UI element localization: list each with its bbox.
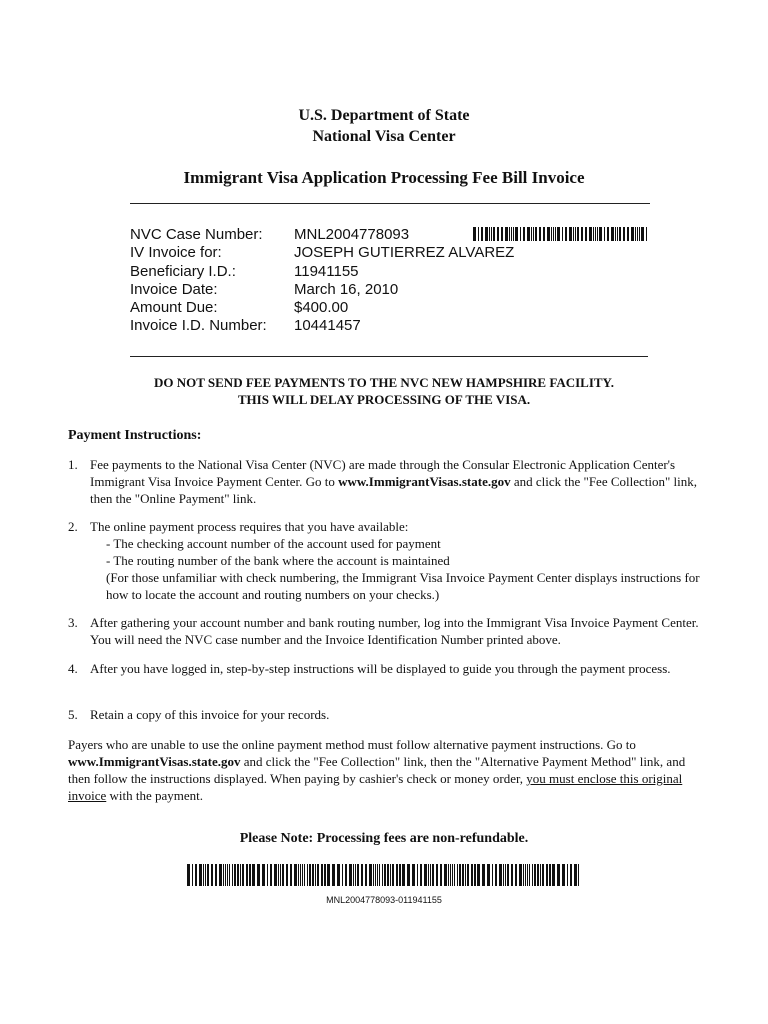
barcode-bar bbox=[440, 864, 442, 886]
invoice-barcode bbox=[187, 864, 581, 886]
warning-line-2: THIS WILL DELAY PROCESSING OF THE VISA. bbox=[237, 392, 531, 407]
barcode-bar bbox=[511, 227, 512, 241]
case-number-row bbox=[130, 226, 514, 244]
requirement-account-number: - The checking account number of the account used for payment bbox=[106, 536, 441, 551]
amount-due-row bbox=[130, 299, 514, 317]
barcode-bar bbox=[511, 864, 513, 886]
barcode-bar bbox=[478, 227, 479, 241]
barcode-bar bbox=[302, 864, 303, 886]
barcode-bar bbox=[474, 864, 476, 886]
barcode-bar bbox=[552, 864, 555, 886]
barcode-bar bbox=[452, 864, 453, 886]
barcode-bar bbox=[192, 864, 193, 886]
barcode-bar bbox=[465, 864, 466, 886]
website-link[interactable]: www.ImmigrantVisas.state.gov bbox=[338, 474, 511, 489]
barcode-bar bbox=[298, 864, 299, 886]
barcode-bar bbox=[562, 864, 565, 886]
barcode-bar bbox=[307, 864, 308, 886]
barcode-bar bbox=[604, 227, 605, 241]
barcode-bar bbox=[615, 227, 616, 241]
barcode-bar bbox=[491, 227, 492, 241]
barcode-bar bbox=[365, 864, 367, 886]
barcode-bar bbox=[471, 864, 473, 886]
document-title: Immigrant Visa Application Processing Fee Bill Invoice bbox=[183, 168, 585, 187]
barcode-bar bbox=[577, 227, 579, 241]
barcode-bar bbox=[392, 864, 394, 886]
barcode-bar bbox=[485, 227, 488, 241]
barcode-bar bbox=[187, 864, 190, 886]
barcode-bar bbox=[641, 227, 644, 241]
barcode-bar bbox=[459, 864, 461, 886]
invoice-details bbox=[130, 226, 514, 336]
barcode-bar bbox=[501, 227, 503, 241]
iv-invoice-row bbox=[130, 244, 514, 262]
barcode-bar bbox=[412, 864, 415, 886]
barcode-bar bbox=[639, 227, 640, 241]
barcode-bar bbox=[578, 864, 579, 886]
barcode-bar bbox=[436, 864, 438, 886]
center-heading: National Visa Center bbox=[312, 128, 456, 145]
barcode-bar bbox=[481, 227, 483, 241]
barcode-bar bbox=[225, 864, 226, 886]
barcode-bar bbox=[432, 864, 434, 886]
barcode-bar bbox=[424, 864, 427, 886]
barcode-bar bbox=[515, 227, 518, 241]
barcode-bar bbox=[332, 864, 335, 886]
top-divider bbox=[130, 203, 650, 204]
barcode-bar bbox=[497, 227, 499, 241]
barcode-bar bbox=[280, 864, 281, 886]
barcode-bar bbox=[627, 227, 629, 241]
barcode-bar bbox=[317, 864, 319, 886]
barcode-bar bbox=[399, 864, 401, 886]
barcode-bar bbox=[493, 227, 495, 241]
barcode-bar bbox=[467, 864, 469, 886]
beneficiary-row bbox=[130, 263, 514, 281]
barcode-bar bbox=[519, 864, 522, 886]
iv-invoice-label: IV Invoice for: bbox=[130, 244, 222, 262]
barcode-bar bbox=[611, 227, 614, 241]
barcode-bar bbox=[619, 227, 621, 241]
barcode-bar bbox=[570, 864, 572, 886]
barcode-bar bbox=[589, 227, 592, 241]
barcode-bar bbox=[361, 864, 363, 886]
barcode-bar bbox=[457, 864, 458, 886]
barcode-bar bbox=[240, 864, 241, 886]
amount-due-label: Amount Due: bbox=[130, 299, 218, 317]
case-number-label: NVC Case Number: bbox=[130, 226, 263, 243]
beneficiary-label: Beneficiary I.D.: bbox=[130, 262, 236, 280]
barcode-bar bbox=[375, 864, 376, 886]
barcode-bar bbox=[573, 227, 574, 241]
barcode-bar bbox=[547, 227, 550, 241]
instruction-text: After gathering your account number and bank routing number, log into the Immigrant Visa Invoice Payment Center. You will need the NVC case number and the Invoice Identification Number printed above. bbox=[90, 615, 699, 647]
barcode-bar bbox=[444, 864, 447, 886]
case-number-value: MNL2004778093 bbox=[294, 226, 410, 243]
barcode-bar bbox=[321, 864, 323, 886]
barcode-bar bbox=[637, 227, 638, 241]
barcode-bar bbox=[597, 227, 598, 241]
barcode-bar bbox=[396, 864, 398, 886]
barcode-bar bbox=[357, 864, 359, 886]
barcode-bar bbox=[286, 864, 288, 886]
barcode-bar bbox=[227, 864, 228, 886]
barcode-bar bbox=[539, 227, 541, 241]
instruction-text: The online payment process requires that you have available: - The checking account number of the account used for payment - The routing number of the bank where the account is maintained (For those unfamiliar with check numbering, the Immigrant Visa Invoice Payment Center displays instructions for how to locate the account and routing numbers on your checks.) bbox=[90, 518, 710, 603]
barcode-bar bbox=[242, 864, 244, 886]
barcode-bar bbox=[540, 864, 541, 886]
barcode-bar bbox=[205, 864, 206, 886]
instruction-text: After you have logged in, step-by-step instructions will be displayed to guide you through the payment process. bbox=[90, 661, 671, 676]
barcode-bar bbox=[555, 227, 556, 241]
barcode-bar bbox=[533, 227, 534, 241]
barcode-bar bbox=[542, 864, 544, 886]
barcode-bar bbox=[520, 227, 521, 241]
barcode-bar bbox=[390, 864, 391, 886]
barcode-bar bbox=[534, 864, 536, 886]
barcode-bar bbox=[249, 864, 251, 886]
requirement-note: (For those unfamiliar with check numbering, the Immigrant Visa Invoice Payment Center displays instructions for how to locate the account and routing numbers on your checks.) bbox=[106, 570, 700, 602]
barcode-bar bbox=[387, 864, 389, 886]
barcode-bar bbox=[646, 227, 647, 241]
barcode-bar bbox=[373, 864, 374, 886]
barcode-bar bbox=[495, 864, 497, 886]
barcode-bar bbox=[509, 227, 510, 241]
barcode-bar bbox=[384, 864, 386, 886]
non-refundable-note: Please Note: Processing fees are non-refundable. bbox=[239, 831, 529, 846]
barcode-bar bbox=[294, 864, 297, 886]
barcode-bar bbox=[304, 864, 305, 886]
barcode-bar bbox=[635, 227, 636, 241]
barcode-bar bbox=[278, 864, 279, 886]
barcode-bar bbox=[232, 864, 233, 886]
warning-line-1: DO NOT SEND FEE PAYMENTS TO THE NVC NEW HAMPSHIRE FACILITY. bbox=[153, 375, 615, 390]
barcode-bar bbox=[607, 227, 609, 241]
alternative-payment-paragraph: Payers who are unable to use the online payment method must follow alternative payment instructions. Go to www.ImmigrantVisas.state.gov and click the "Fee Collection" link, then the "Alternative Payment Method" link, and then follow the instructions displayed. When paying by cashier's check or money order, you must enclose this original invoice with the payment. bbox=[68, 737, 686, 803]
instruction-number: 3. bbox=[68, 615, 78, 630]
barcode-bar bbox=[567, 864, 568, 886]
instruction-text: Retain a copy of this invoice for your records. bbox=[90, 707, 330, 722]
invoice-date-label: Invoice Date: bbox=[130, 280, 218, 298]
barcode-bar bbox=[195, 864, 197, 886]
barcode-bar bbox=[246, 864, 248, 886]
barcode-bar bbox=[569, 227, 572, 241]
invoice-id-label: Invoice I.D. Number: bbox=[130, 317, 267, 335]
barcode-bar bbox=[565, 227, 567, 241]
barcode-bar bbox=[355, 864, 356, 886]
instruction-number: 4. bbox=[68, 661, 78, 676]
barcode-bar bbox=[407, 864, 410, 886]
barcode-bar bbox=[531, 227, 532, 241]
barcode-bar bbox=[562, 227, 563, 241]
barcode-bar bbox=[489, 227, 490, 241]
barcode-bar bbox=[532, 864, 533, 886]
barcode-bar bbox=[282, 864, 284, 886]
barcode-bar bbox=[252, 864, 255, 886]
barcode-bar bbox=[382, 864, 383, 886]
iv-invoice-value: JOSEPH GUTIERREZ ALVAREZ bbox=[294, 244, 515, 262]
barcode-bar bbox=[482, 864, 485, 886]
barcode-bar bbox=[631, 227, 634, 241]
instruction-text: Fee payments to the National Visa Center (NVC) are made through the Consular Electronic Application Center's Immigrant Visa Invoice Payment Center. Go to www.ImmigrantVisas.state.gov and click the "Fee Collection" link, then the "Online Payment" link. bbox=[90, 457, 698, 506]
barcode-bar bbox=[507, 864, 509, 886]
barcode-bar bbox=[345, 864, 347, 886]
barcode-bar bbox=[492, 864, 493, 886]
barcode-bar bbox=[535, 227, 537, 241]
barcode-bar bbox=[595, 227, 596, 241]
requirement-routing-number: - The routing number of the bank where the account is maintained bbox=[106, 553, 450, 568]
barcode-bar bbox=[267, 864, 268, 886]
barcode-bar bbox=[315, 864, 316, 886]
bottom-divider bbox=[130, 356, 648, 357]
barcode-bar bbox=[417, 864, 418, 886]
barcode-bar bbox=[585, 227, 587, 241]
barcode-bar bbox=[312, 864, 314, 886]
enclose-invoice-note: you must enclose this original invoice bbox=[68, 771, 683, 803]
barcode-bar bbox=[290, 864, 292, 886]
barcode-bar bbox=[525, 864, 526, 886]
case-barcode bbox=[473, 227, 649, 241]
invoice-date-value: March 16, 2010 bbox=[294, 280, 399, 298]
barcode-bar bbox=[369, 864, 372, 886]
barcode-bar bbox=[402, 864, 405, 886]
barcode-bar bbox=[529, 864, 530, 886]
barcode-bar bbox=[274, 864, 277, 886]
barcode-bar bbox=[211, 864, 213, 886]
barcode-bar bbox=[617, 227, 618, 241]
barcode-bar bbox=[549, 864, 551, 886]
barcode-bar bbox=[487, 864, 490, 886]
barcode-bar bbox=[581, 227, 583, 241]
barcode-bar bbox=[327, 864, 330, 886]
barcode-bar bbox=[324, 864, 326, 886]
barcode-bar bbox=[448, 864, 449, 886]
barcode-bar bbox=[537, 864, 539, 886]
barcode-bar bbox=[219, 864, 222, 886]
barcode-bar bbox=[300, 864, 301, 886]
barcode-bar bbox=[215, 864, 217, 886]
barcode-bar bbox=[257, 864, 260, 886]
barcode-bar bbox=[546, 864, 548, 886]
barcode-bar bbox=[353, 864, 354, 886]
barcode-bar bbox=[551, 227, 552, 241]
barcode-bar bbox=[229, 864, 230, 886]
barcode-bar bbox=[505, 227, 508, 241]
barcode-bar bbox=[557, 864, 560, 886]
barcode-bar bbox=[593, 227, 594, 241]
barcode-bar bbox=[599, 227, 602, 241]
invoice-id-row bbox=[130, 317, 514, 335]
barcode-bar bbox=[499, 864, 502, 886]
barcode-bar bbox=[199, 864, 202, 886]
beneficiary-value: 11941155 bbox=[294, 262, 359, 280]
barcode-bar bbox=[513, 227, 514, 241]
barcode-bar bbox=[237, 864, 239, 886]
instruction-number: 5. bbox=[68, 707, 78, 722]
barcode-bar bbox=[574, 864, 577, 886]
invoice-id-value: 10441457 bbox=[294, 317, 361, 335]
barcode-bar bbox=[337, 864, 340, 886]
barcode-bar bbox=[349, 864, 352, 886]
barcode-bar bbox=[207, 864, 209, 886]
barcode-bar bbox=[462, 864, 464, 886]
barcode-bar bbox=[430, 864, 431, 886]
instruction-number: 2. bbox=[68, 519, 78, 534]
payment-instructions-heading: Payment Instructions: bbox=[68, 428, 202, 443]
barcode-bar bbox=[523, 864, 524, 886]
barcode-bar bbox=[342, 864, 343, 886]
instruction-number: 1. bbox=[68, 457, 78, 472]
barcode-bar bbox=[527, 864, 528, 886]
barcode-bar bbox=[309, 864, 311, 886]
website-link[interactable]: www.ImmigrantVisas.state.gov bbox=[68, 754, 241, 769]
barcode-bar bbox=[575, 227, 576, 241]
barcode-bar bbox=[223, 864, 224, 886]
barcode-bar bbox=[473, 227, 476, 241]
barcode-bar bbox=[523, 227, 525, 241]
barcode-bar bbox=[557, 227, 560, 241]
barcode-bar bbox=[428, 864, 429, 886]
barcode-bar bbox=[454, 864, 455, 886]
barcode-bar bbox=[553, 227, 554, 241]
invoice-date-row bbox=[130, 281, 514, 299]
barcode-bar bbox=[477, 864, 480, 886]
barcode-bar bbox=[270, 864, 272, 886]
barcode-bar bbox=[623, 227, 625, 241]
barcode-bar bbox=[203, 864, 204, 886]
barcode-bar bbox=[450, 864, 451, 886]
barcode-bar bbox=[503, 864, 504, 886]
department-heading: U.S. Department of State bbox=[298, 107, 470, 124]
barcode-bar bbox=[505, 864, 506, 886]
barcode-bar bbox=[377, 864, 378, 886]
barcode-bar bbox=[379, 864, 380, 886]
barcode-bar bbox=[527, 227, 530, 241]
barcode-bar bbox=[543, 227, 545, 241]
barcode-bar bbox=[515, 864, 517, 886]
amount-due-value: $400.00 bbox=[294, 299, 349, 317]
barcode-bar bbox=[262, 864, 265, 886]
barcode-caption: MNL2004778093-011941155 bbox=[326, 895, 442, 905]
barcode-bar bbox=[234, 864, 236, 886]
barcode-bar bbox=[420, 864, 422, 886]
